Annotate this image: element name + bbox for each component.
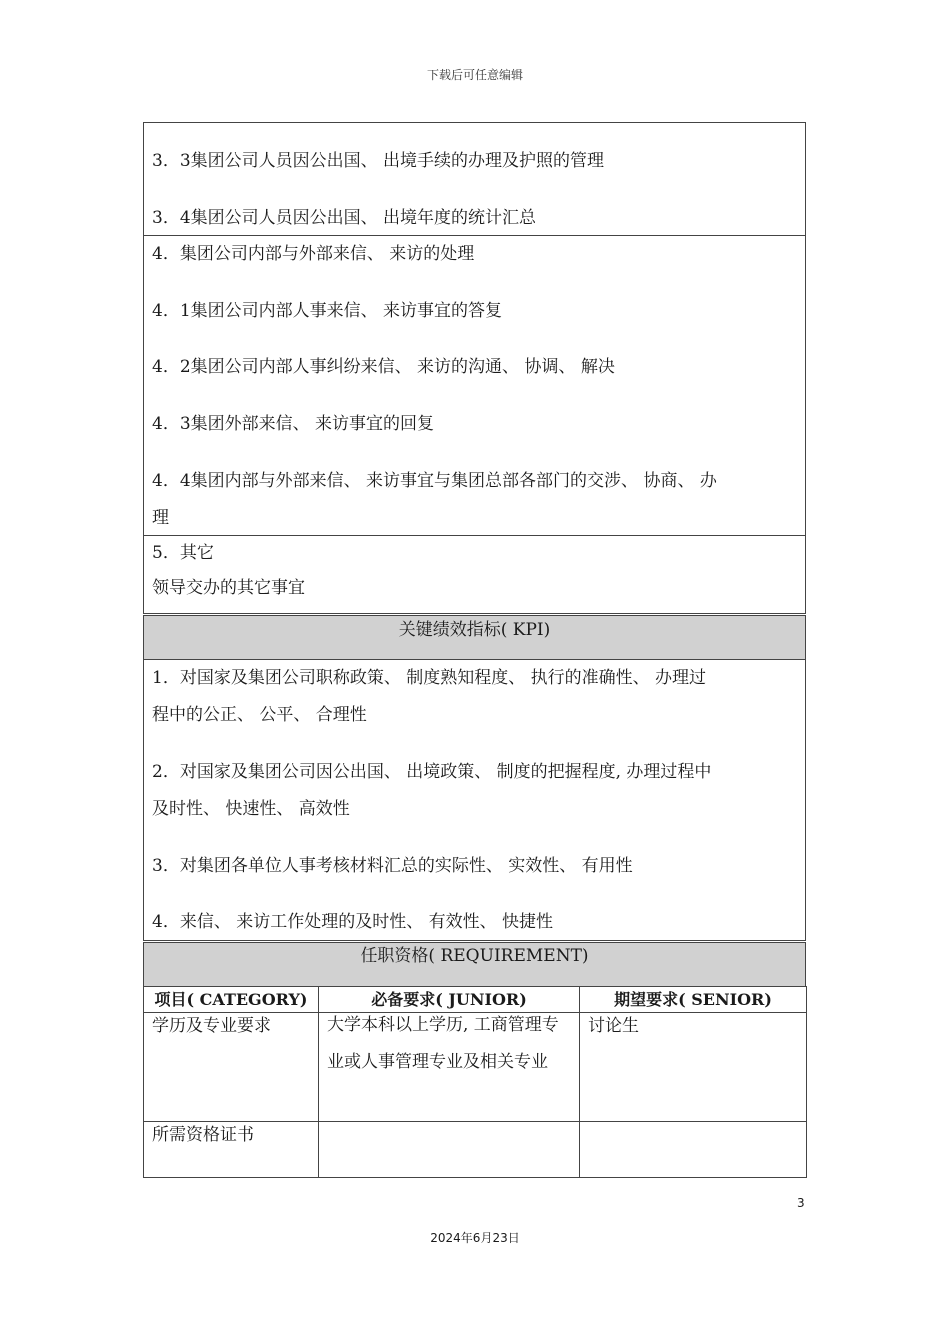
kpi-line: 3．对集团各单位人事考核材料汇总的实际性、 实效性、 有用性	[152, 856, 633, 876]
requirement-title-band	[143, 943, 806, 986]
cell-category: 学历及专业要求	[144, 1013, 319, 1122]
kpi-title: 关键绩效指标( KPI)	[398, 620, 551, 640]
kpi-line: 及时性、 快速性、 高效性	[152, 799, 350, 819]
cell-senior: 讨论生	[580, 1013, 807, 1122]
column-header-senior: 期望要求( SENIOR)	[580, 987, 807, 1013]
requirement-table	[143, 986, 807, 1178]
duty-line: 3．4集团公司人员因公出国、 出境年度的统计汇总	[152, 208, 537, 228]
kpi-line: 2．对国家及集团公司因公出国、 出境政策、 制度的把握程度, 办理过程中	[152, 762, 712, 782]
kpi-line: 1．对国家及集团公司职称政策、 制度熟知程度、 执行的准确性、 办理过	[152, 668, 707, 688]
footer-date: 2024年6月23日	[430, 1231, 520, 1245]
duty-line: 3．3集团公司人员因公出国、 出境手续的办理及护照的管理	[152, 151, 605, 171]
cell-category: 所需资格证书	[144, 1122, 319, 1178]
kpi-title-band	[143, 616, 806, 659]
kpi-line: 程中的公正、 公平、 合理性	[152, 705, 367, 725]
cell-senior	[580, 1122, 807, 1178]
duty-line: 4．3集团外部来信、 来访事宜的回复	[152, 414, 435, 434]
column-header-category: 项目( CATEGORY)	[144, 987, 319, 1013]
table-row	[144, 1013, 807, 1122]
column-header-junior: 必备要求( JUNIOR)	[319, 987, 580, 1013]
header-note: 下载后可任意编辑	[426, 68, 523, 82]
cell-junior: 大学本科以上学历, 工商管理专业或人事管理专业及相关专业	[319, 1013, 580, 1122]
duty-line: 理	[152, 508, 169, 528]
duty-line: 5．其它	[152, 543, 214, 563]
page-number: 3	[797, 1196, 805, 1210]
duty-line: 领导交办的其它事宜	[152, 578, 305, 598]
kpi-line: 4．来信、 来访工作处理的及时性、 有效性、 快捷性	[152, 912, 554, 932]
requirement-title: 任职资格( REQUIREMENT)	[360, 946, 589, 966]
cell-junior	[319, 1122, 580, 1178]
duties-section-4	[143, 236, 806, 536]
duty-line: 4．1集团公司内部人事来信、 来访事宜的答复	[152, 301, 503, 321]
duty-line: 4．4集团内部与外部来信、 来访事宜与集团总部各部门的交涉、 协商、 办	[152, 471, 717, 491]
duty-line: 4．2集团公司内部人事纠纷来信、 来访的沟通、 协调、 解决	[152, 357, 615, 377]
table-row	[144, 1122, 807, 1178]
duty-line: 4．集团公司内部与外部来信、 来访的处理	[152, 244, 475, 264]
